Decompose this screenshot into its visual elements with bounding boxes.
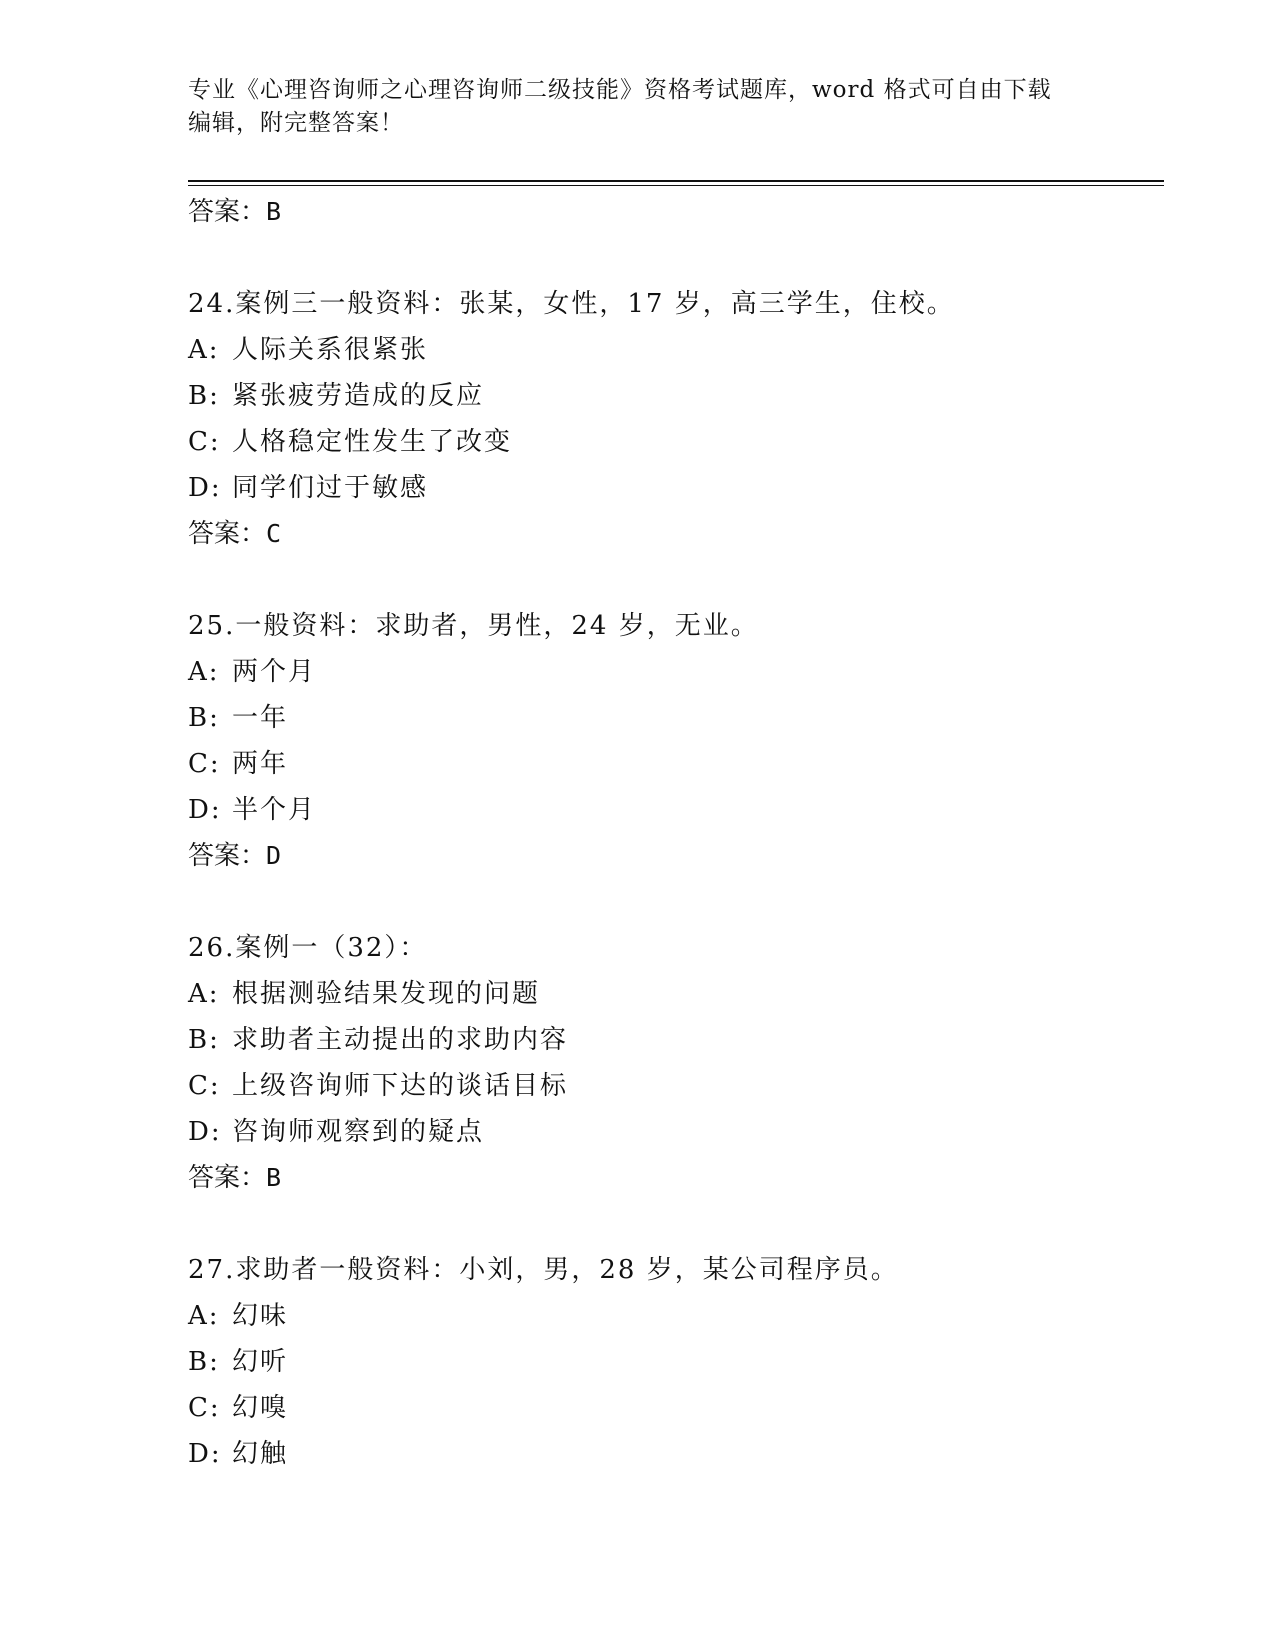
option-key: D: <box>188 1439 222 1469</box>
option-text: 上级咨询师下达的谈话目标 <box>232 1071 569 1101</box>
option-key: C: <box>188 1071 221 1101</box>
option-key: C: <box>188 427 221 457</box>
option-c <box>188 1066 1164 1106</box>
option-d <box>188 1434 1164 1474</box>
option-text: 根据测验结果发现的问题 <box>232 979 541 1009</box>
option-c <box>188 422 1164 462</box>
question-title: 25.一般资料：求助者，男性，24 岁，无业。 <box>188 611 759 641</box>
option-c <box>188 1388 1164 1428</box>
answer-value: D <box>266 841 282 870</box>
question-title: 27.求助者一般资料：小刘，男，28 岁，某公司程序员。 <box>188 1255 899 1285</box>
answer-value: B <box>266 197 282 226</box>
option-a <box>188 1296 1164 1336</box>
header-divider-thick <box>188 180 1164 182</box>
option-text: 半个月 <box>232 795 317 825</box>
option-b <box>188 1020 1164 1060</box>
option-text: 求助者主动提出的求助内容 <box>232 1025 569 1055</box>
answer-label: 答案： <box>188 841 267 871</box>
question-title: 24.案例三一般资料：张某，女性，17 岁，高三学生，住校。 <box>188 289 955 319</box>
option-a <box>188 652 1164 692</box>
option-key: D: <box>188 473 222 503</box>
option-text: 幻听 <box>232 1347 289 1377</box>
option-key: B: <box>188 703 220 733</box>
option-text: 人际关系很紧张 <box>232 335 429 365</box>
answer-25 <box>188 836 1164 876</box>
option-a <box>188 330 1164 370</box>
option-key: A: <box>188 335 220 365</box>
document-header <box>188 74 1068 140</box>
option-key: C: <box>188 1393 221 1423</box>
option-text: 幻嗅 <box>232 1393 289 1423</box>
header-divider-thin <box>188 185 1164 186</box>
option-b <box>188 698 1164 738</box>
option-key: D: <box>188 795 222 825</box>
answer-value: B <box>266 1163 282 1192</box>
option-key: A: <box>188 1301 220 1331</box>
question-27 <box>188 1250 1164 1474</box>
question-26 <box>188 928 1164 1198</box>
option-text: 紧张疲劳造成的反应 <box>232 381 485 411</box>
answer-value: C <box>266 519 282 548</box>
header-line-1: 专业《心理咨询师之心理咨询师二级技能》资格考试题库，word 格式可自由下载 <box>188 77 1052 103</box>
option-b <box>188 376 1164 416</box>
option-a <box>188 974 1164 1014</box>
option-c <box>188 744 1164 784</box>
option-d <box>188 790 1164 830</box>
option-key: B: <box>188 1347 220 1377</box>
answer-label: 答案： <box>188 519 267 549</box>
question-list <box>188 192 1164 1480</box>
option-text: 咨询师观察到的疑点 <box>232 1117 485 1147</box>
answer-26 <box>188 1158 1164 1198</box>
option-key: B: <box>188 381 220 411</box>
question-title: 26.案例一（32）： <box>188 933 428 963</box>
answer-label: 答案： <box>188 1163 267 1193</box>
question-24 <box>188 284 1164 554</box>
answer-23 <box>188 192 1164 232</box>
option-d <box>188 1112 1164 1152</box>
option-key: A: <box>188 657 220 687</box>
question-25 <box>188 606 1164 876</box>
option-text: 幻味 <box>232 1301 289 1331</box>
answer-24 <box>188 514 1164 554</box>
option-key: C: <box>188 749 221 779</box>
answer-label: 答案： <box>188 197 267 227</box>
option-d <box>188 468 1164 508</box>
option-text: 两个月 <box>232 657 317 687</box>
option-key: B: <box>188 1025 220 1055</box>
option-b <box>188 1342 1164 1382</box>
option-text: 幻触 <box>232 1439 289 1469</box>
option-key: A: <box>188 979 220 1009</box>
option-text: 同学们过于敏感 <box>232 473 429 503</box>
option-key: D: <box>188 1117 222 1147</box>
option-text: 两年 <box>232 749 289 779</box>
option-text: 人格稳定性发生了改变 <box>232 427 513 457</box>
option-text: 一年 <box>232 703 289 733</box>
header-line-2: 编辑，附完整答案！ <box>188 110 404 136</box>
